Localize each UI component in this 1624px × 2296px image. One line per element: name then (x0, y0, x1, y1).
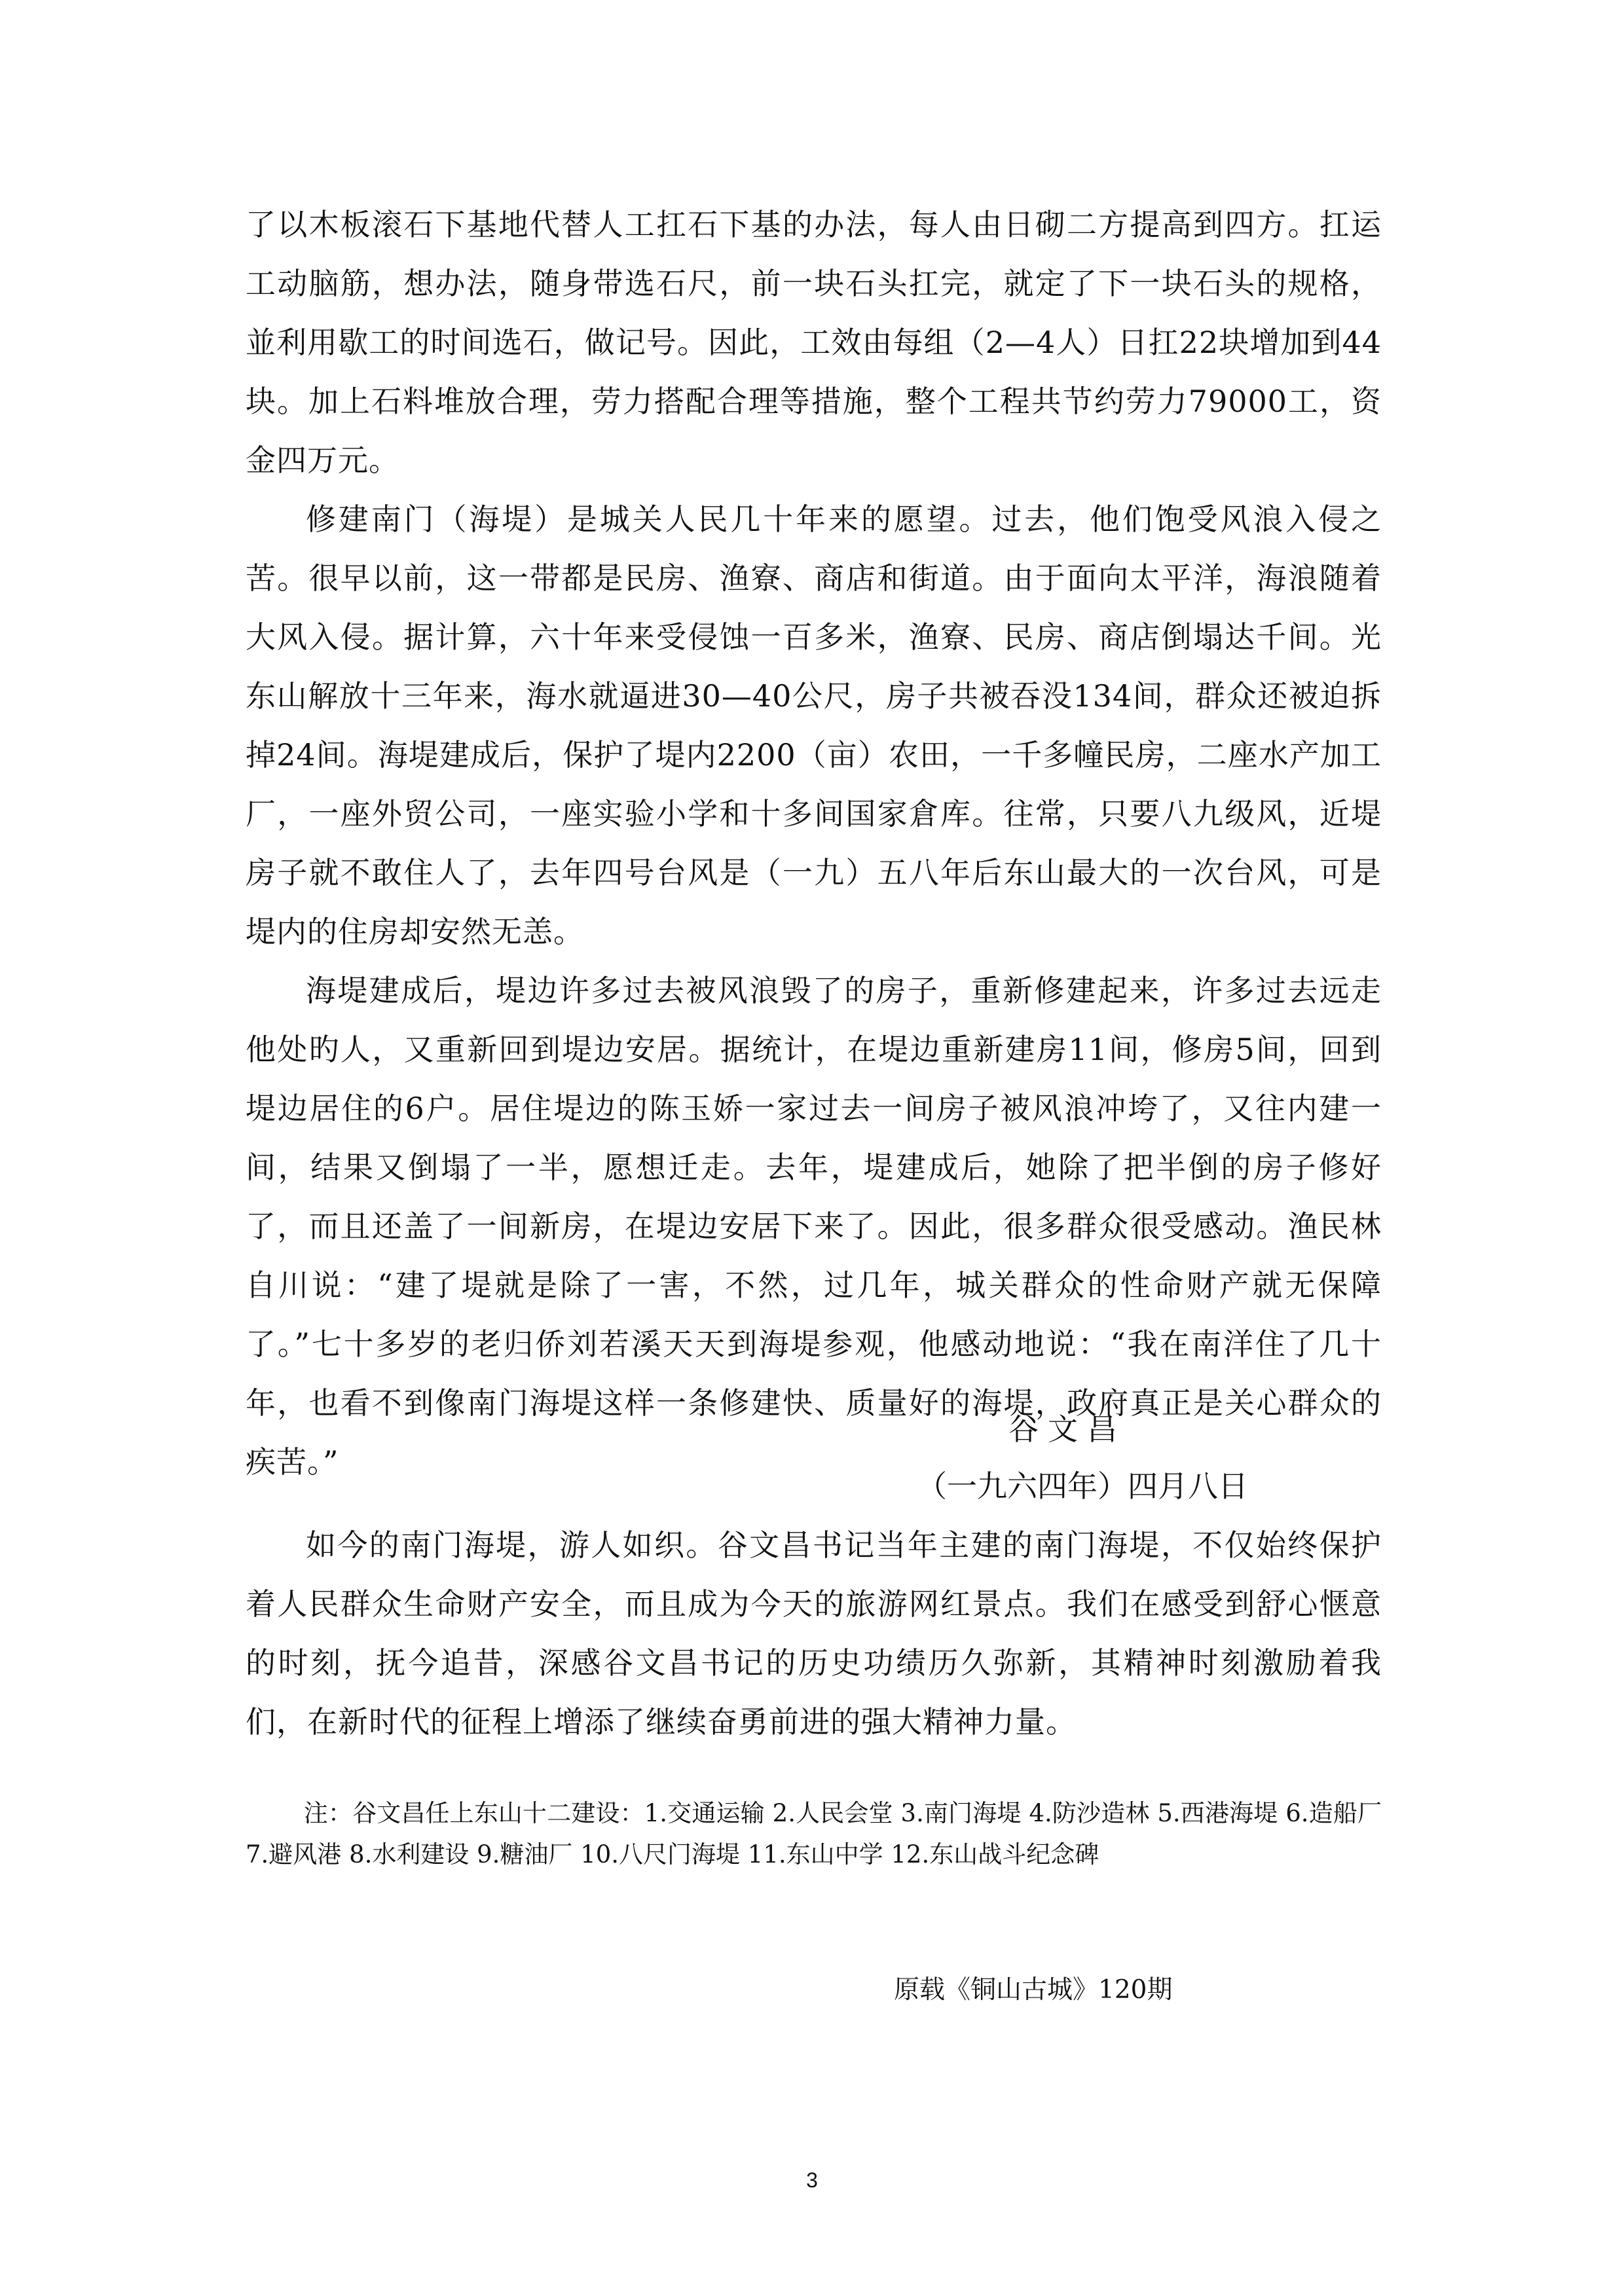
paragraph-residents-return: 海堤建成后，堤边许多过去被风浪毁了的房子，重新修建起来，许多过去远走他处旳人，又重新回到堤边安居。据统计，在堤边重新建房11间，修房5间，回到堤边居住的6户。居住堤边的陈玉娇一家过去一间房子被风浪冲垮了，又往内建一间，结果又倒塌了一半，愿想迁走。去年，堤建成后，她除了把半倒的房子修好了，而且还盖了一间新房，在堤边安居下来了。因此，很多群众很受感动。渔民林自川说：“建了堤就是除了一害，不然，过几年，城关群众的性命财产就无保障了。”七十多岁的老归侨刘若溪天天到海堤参观，他感动地说：“我在南洋住了几十年，也看不到像南门海堤这样一条修建快、质量好的海堤，政府真正是关心群众的疾苦。” (246, 973, 1382, 1480)
footnote: 注：谷文昌任上东山十二建设：1.交通运输 2.人民会堂 3.南门海堤 4.防沙造林 5.西港海堤 6.造船厂 7.避风港 8.水利建设 9.糖油厂 10.八尺门海堤 11.东山中学 12.东山战斗纪念碑 (246, 1799, 1382, 1868)
paragraph-continuation: 了以木板滚石下基地代替人工扛石下基的办法，每人由日砌二方提高到四方。扛运工动脑筋，想办法，随身带选石尺，前一块石头扛完，就定了下一块石头的规格，並利用歇工的时间选石，做记号。因此，工效由每组（2—4人）日扛22块增加到44块。加上石料堆放合理，劳力搭配合理等措施，整个工程共节约劳力79000工，资金四万元。 (246, 207, 1382, 478)
paragraph-seawall-history: 修建南门（海堤）是城关人民几十年来的愿望。过去，他们饱受风浪入侵之苦。很早以前，这一带都是民房、渔寮、商店和街道。由于面向太平洋，海浪随着大风入侵。据计算，六十年来受侵蚀一百多米，渔寮、民房、商店倒塌达千间。光东山解放十三年来，海水就逼进30—40公尺，房子共被吞没134间，群众还被迫拆掉24间。海堤建成后，保护了堤内2200（亩）农田，一千多幢民房，二座水产加工厂，一座外贸公司，一座实验小学和十多间国家倉库。往常，只要八九级风，近堤房子就不敢住人了，去年四号台风是（一九）五八年后东山最大的一次台风，可是堤内的住房却安然无恙。 (246, 501, 1382, 949)
signature-name: 谷文昌 (1008, 1412, 1126, 1447)
closing-paragraph: 如今的南门海堤，游人如织。谷文昌书记当年主建的南门海堤，不仅始终保护着人民群众生命财产安全，而且成为今天的旅游网红景点。我们在感受到舒心惬意的时刻，抚今追昔，深感谷文昌书记的历史功绩历久弥新，其精神时刻激励着我们，在新时代的征程上增添了继续奋勇前进的强大精神力量。 (246, 1527, 1382, 1740)
page-number: 3 (806, 2168, 818, 2192)
source-citation: 原载《铜山古城》120期 (894, 1975, 1173, 2005)
signature-date: （一九六四年）四月八日 (917, 1468, 1248, 1504)
article-body (246, 195, 1382, 1491)
